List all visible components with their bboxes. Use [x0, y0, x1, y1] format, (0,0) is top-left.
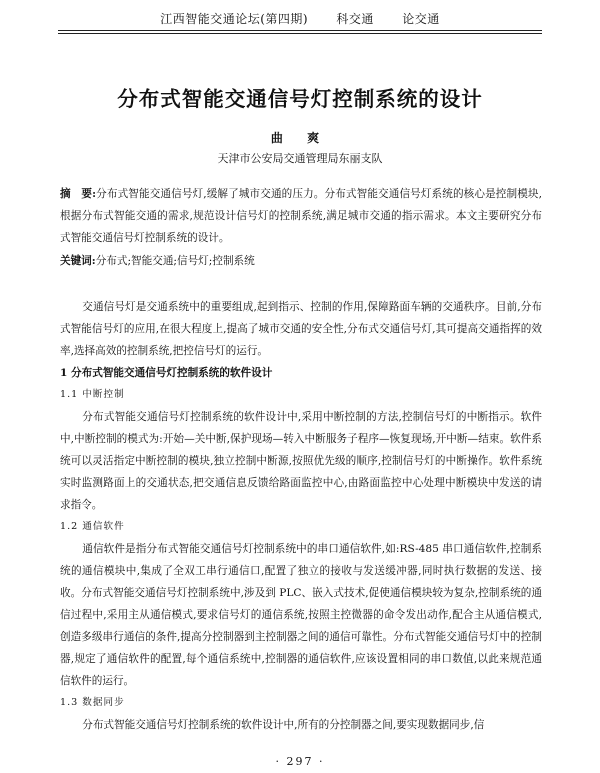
- subsection-1-1-heading: 1.1 中断控制: [60, 389, 125, 400]
- abstract: [60, 183, 542, 249]
- section-1-heading: 1 分布式智能交通信号灯控制系统的软件设计: [60, 367, 273, 379]
- keywords-label: 关键词:: [60, 255, 96, 267]
- article-affiliation: 天津市公安局交通管理局东丽支队: [217, 152, 383, 165]
- subsection-1-1-text: 分布式智能交通信号灯控制系统的软件设计中,采用中断控制的方法,控制信号灯的中断指示。软件中,中断控制的模式为:开始—关中断,保护现场—转入中断服务子程序—恢复现场,开中断—结束。软件系统可以灵活指定中断控制的模块,独立控制中断源,按照优先级的顺序,控制信号灯的中断操作。软件系统实时监测路面上的交通状态,把交通信息反馈给路面监控中心,由路面监控中心处理中断模块中发送的请求指令。: [60, 411, 542, 511]
- header-rule-thin: [58, 33, 542, 34]
- subsection-1-3-text: 分布式智能交通信号灯控制系统的软件设计中,所有的分控制器之间,要实现数据同步,信: [82, 719, 485, 731]
- article-body: [60, 296, 542, 736]
- header-rule: [58, 30, 542, 31]
- abstract-text: 分布式智能交通信号灯,缓解了城市交通的压力。分布式智能交通信号灯系统的核心是控制模块,根据分布式智能交通的需求,规范设计信号灯的控制系统,满足城市交通的指示需求。本文主要研究分布式智能交通信号灯控制系统的设计。: [60, 188, 543, 244]
- journal-name: 江西智能交通论坛(第四期): [160, 12, 309, 26]
- keywords: [60, 253, 542, 269]
- section-name: 科交通: [336, 12, 374, 26]
- subsection-1-2-text: 通信软件是指分布式智能交通信号灯控制系统中的串口通信软件,如:RS-485 串口通信软件,控制系统的通信模块中,集成了全双工串行通信口,配置了独立的接收与发送缓冲器,同时执行数据的发送、接收。分布式智能交通信号灯控制系统中,涉及到 PLC、嵌入式技术,促使通信模块较为复杂,控制系统的通信过程中,采用主从通信模式,要求信号灯的通信系统,按照主控微器的命令发出动作,配合主从通信模式,创造多级串行通信的条件,提高分控制器到主控制器之间的通信可靠性。分布式智能交通信号灯中的控制器,规定了通信软件的配置,每个通信系统中,控制器的通信软件,应该设置相同的串口数值,以此来规范通信软件的运行。: [60, 543, 542, 687]
- category-name: 论交通: [402, 12, 440, 26]
- subsection-1-2-heading: 1.2 通信软件: [60, 521, 125, 532]
- keywords-text: 分布式;智能交通;信号灯;控制系统: [95, 255, 255, 267]
- article-title: 分布式智能交通信号灯控制系统的设计: [117, 87, 483, 111]
- page-number: · 297 ·: [275, 755, 325, 768]
- article-author: 曲 爽: [270, 131, 330, 145]
- subsection-1-3-heading: 1.3 数据同步: [60, 697, 125, 708]
- abstract-label: 摘 要:: [60, 188, 97, 200]
- intro-paragraph: 交通信号灯是交通系统中的重要组成,起到指示、控制的作用,保障路面车辆的交通秩序。目前,分布式智能信号灯的应用,在很大程度上,提高了城市交通的安全性,分布式交通信号灯,其可提高交通指挥的效率,选择高效的控制系统,把控信号灯的运行。: [60, 301, 542, 357]
